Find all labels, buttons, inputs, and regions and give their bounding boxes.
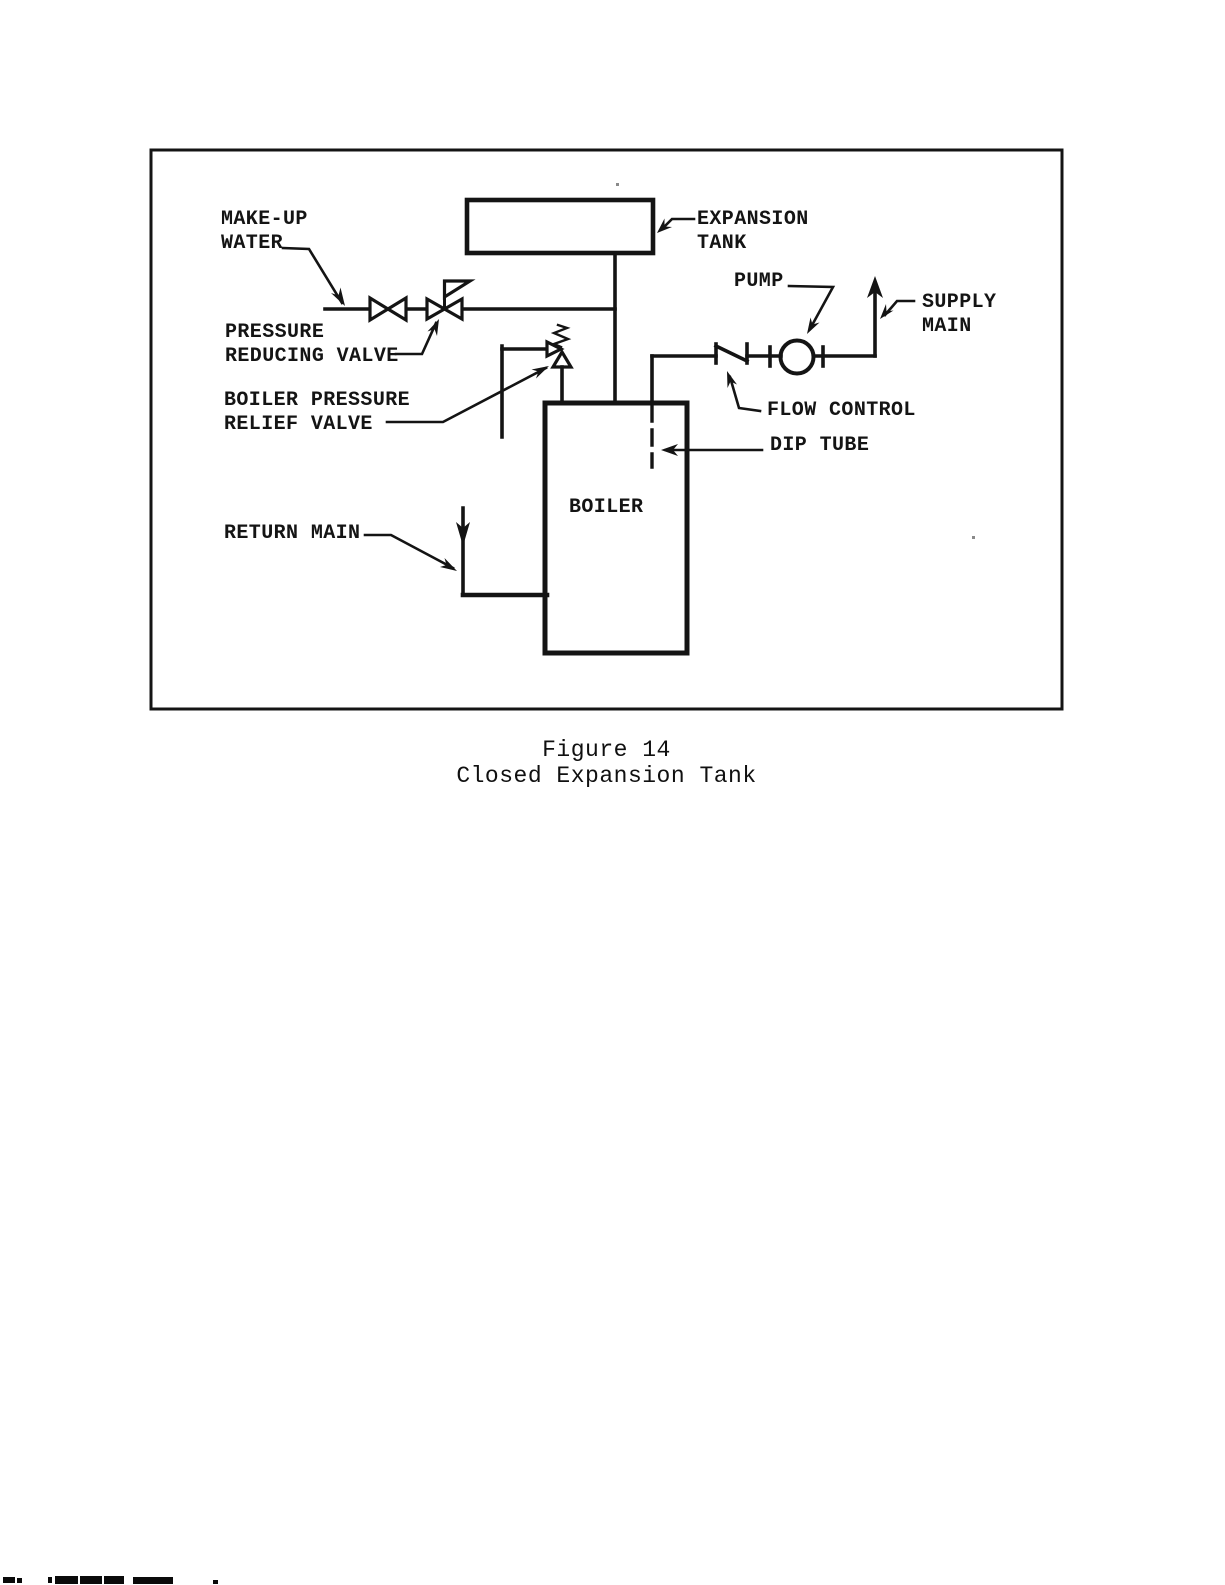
label-boiler-pressure-relief-valve [224, 389, 410, 437]
figure-caption-line2: Closed Expansion Tank [456, 763, 757, 789]
scan-artifact-strip [3, 1576, 218, 1584]
label-boiler-pressure-relief-valve-line2: RELIEF VALVE [224, 413, 373, 436]
label-flow-control: FLOW CONTROL [767, 399, 916, 422]
label-expansion-tank [697, 208, 809, 256]
label-pressure-reducing-valve [225, 321, 399, 369]
boiler-shape [545, 403, 687, 653]
flow-control-check-valve-symbol [716, 344, 747, 363]
label-boiler: BOILER [569, 496, 644, 519]
label-boiler-pressure-relief-valve-line1: BOILER PRESSURE [224, 389, 411, 412]
gate-valve-symbol [370, 298, 406, 320]
expansion-tank-shape [467, 200, 653, 403]
figure-caption-line1: Figure 14 [542, 737, 671, 763]
label-pressure-reducing-valve-line1: PRESSURE [225, 321, 325, 344]
label-dip-tube: DIP TUBE [770, 434, 870, 457]
label-pressure-reducing-valve-line2: REDUCING VALVE [225, 345, 399, 368]
relief-valve-symbol [502, 325, 571, 437]
label-supply-main-line1: SUPPLY [922, 291, 997, 314]
pressure-reducing-valve-symbol [427, 281, 470, 319]
return-main-pipe [456, 508, 547, 595]
label-make-up-water-line1: MAKE-UP [221, 208, 308, 231]
label-supply-main [922, 291, 996, 339]
label-supply-main-line2: MAIN [922, 315, 972, 338]
label-make-up-water [221, 208, 308, 256]
label-expansion-tank-line1: EXPANSION [697, 208, 809, 231]
label-pump: PUMP [734, 270, 784, 293]
label-expansion-tank-line2: TANK [697, 232, 747, 255]
label-return-main: RETURN MAIN [224, 522, 361, 545]
label-make-up-water-line2: WATER [221, 232, 284, 255]
supply-pipe [652, 290, 875, 356]
